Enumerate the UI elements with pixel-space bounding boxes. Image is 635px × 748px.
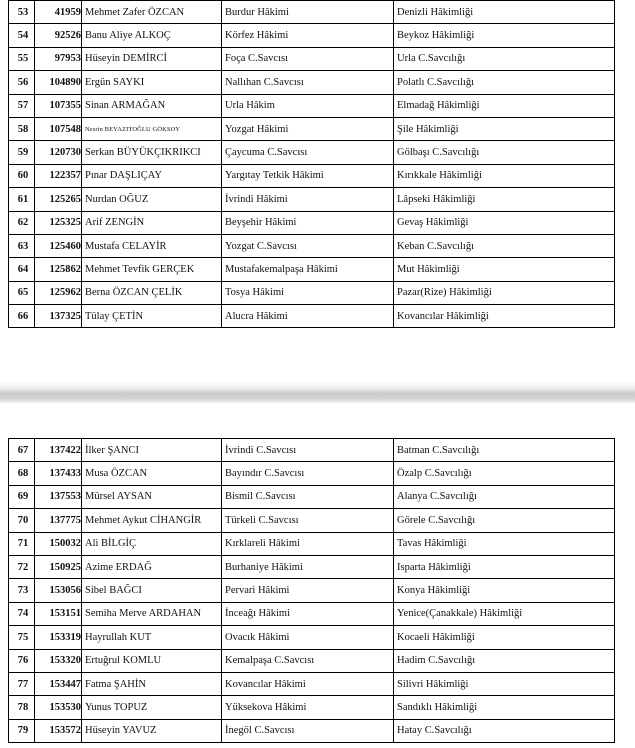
current-post: Beyşehir Hâkimi (222, 211, 394, 234)
table-row (9, 626, 615, 649)
table-row (9, 579, 615, 602)
person-name: Mürsel AYSAN (82, 485, 222, 508)
registry-number: 153447 (35, 672, 82, 695)
new-post: Beykoz Hâkimliği (394, 24, 615, 47)
new-post: Lâpseki Hâkimliği (394, 188, 615, 211)
person-name: Tülay ÇETİN (82, 305, 222, 328)
current-post: İnceağı Hâkimi (222, 602, 394, 625)
table-row (9, 117, 615, 140)
table-row (9, 305, 615, 328)
table-row (9, 532, 615, 555)
table-row (9, 1, 615, 24)
new-post: Özalp C.Savcılığı (394, 462, 615, 485)
current-post: Kırklareli Hâkimi (222, 532, 394, 555)
row-number: 63 (9, 234, 35, 257)
new-post: Hatay C.Savcılığı (394, 719, 615, 742)
row-number: 60 (9, 164, 35, 187)
new-post: Görele C.Savcılığı (394, 509, 615, 532)
current-post: Burhaniye Hâkimi (222, 555, 394, 578)
person-name: Semiha Merve ARDAHAN (82, 602, 222, 625)
row-number: 70 (9, 509, 35, 532)
new-post: Yenice(Çanakkale) Hâkimliği (394, 602, 615, 625)
table-row (9, 94, 615, 117)
person-name: Fatma ŞAHİN (82, 672, 222, 695)
row-number: 73 (9, 579, 35, 602)
person-name: Mehmet Tevfik GERÇEK (82, 258, 222, 281)
table-row (9, 258, 615, 281)
registry-number: 97953 (35, 47, 82, 70)
registry-number: 125962 (35, 281, 82, 304)
table-row (9, 649, 615, 672)
current-post: Çaycuma C.Savcısı (222, 141, 394, 164)
new-post: Sandıklı Hâkimliği (394, 696, 615, 719)
current-post: Pervari Hâkimi (222, 579, 394, 602)
new-post: Şile Hâkimliği (394, 117, 615, 140)
row-number: 75 (9, 626, 35, 649)
current-post: Ovacık Hâkimi (222, 626, 394, 649)
row-number: 68 (9, 462, 35, 485)
current-post: Yozgat C.Savcısı (222, 234, 394, 257)
new-post: Denizli Hâkimliği (394, 1, 615, 24)
person-name: Pınar DAŞLIÇAY (82, 164, 222, 187)
new-post: Keban C.Savcılığı (394, 234, 615, 257)
new-post: Silivri Hâkimliği (394, 672, 615, 695)
table-row (9, 281, 615, 304)
new-post: Konya Hâkimliği (394, 579, 615, 602)
table-row (9, 672, 615, 695)
registry-number: 153319 (35, 626, 82, 649)
table-row (9, 485, 615, 508)
new-post: Polatlı C.Savcılığı (394, 71, 615, 94)
table-row (9, 439, 615, 462)
new-post: Mut Hâkimliği (394, 258, 615, 281)
current-post: İvrindi C.Savcısı (222, 439, 394, 462)
registry-number: 137422 (35, 439, 82, 462)
person-name: Nesrin BEYAZITOĞLU GÖKSOY (82, 117, 222, 140)
table-row (9, 188, 615, 211)
current-post: Tosya Hâkimi (222, 281, 394, 304)
new-post: Urla C.Savcılığı (394, 47, 615, 70)
current-post: Türkeli C.Savcısı (222, 509, 394, 532)
row-number: 56 (9, 71, 35, 94)
current-post: Mustafakemalpaşa Hâkimi (222, 258, 394, 281)
current-post: Yargıtay Tetkik Hâkimi (222, 164, 394, 187)
current-post: Burdur Hâkimi (222, 1, 394, 24)
row-number: 65 (9, 281, 35, 304)
current-post: İvrindi Hâkimi (222, 188, 394, 211)
table-row (9, 47, 615, 70)
table-row (9, 71, 615, 94)
person-name: Sibel BAĞCI (82, 579, 222, 602)
row-number: 64 (9, 258, 35, 281)
table-row (9, 509, 615, 532)
page-break (0, 380, 635, 403)
new-post: Elmadağ Hâkimliği (394, 94, 615, 117)
row-number: 66 (9, 305, 35, 328)
new-post: Kocaeli Hâkimliği (394, 626, 615, 649)
person-name: Ertuğrul KOMLU (82, 649, 222, 672)
registry-number: 150925 (35, 555, 82, 578)
row-number: 67 (9, 439, 35, 462)
table-row (9, 141, 615, 164)
registry-number: 125325 (35, 211, 82, 234)
row-number: 62 (9, 211, 35, 234)
registry-number: 137775 (35, 509, 82, 532)
table-row (9, 602, 615, 625)
current-post: Yozgat Hâkimi (222, 117, 394, 140)
table-row (9, 24, 615, 47)
new-post: Gevaş Hâkimliği (394, 211, 615, 234)
new-post: Tavas Hâkimliği (394, 532, 615, 555)
person-name: Mehmet Aykut CİHANGİR (82, 509, 222, 532)
row-number: 55 (9, 47, 35, 70)
registry-number: 125862 (35, 258, 82, 281)
row-number: 76 (9, 649, 35, 672)
table-row (9, 555, 615, 578)
row-number: 54 (9, 24, 35, 47)
row-number: 58 (9, 117, 35, 140)
registry-number: 120730 (35, 141, 82, 164)
new-post: Hadim C.Savcılığı (394, 649, 615, 672)
new-post: Kovancılar Hâkimliği (394, 305, 615, 328)
person-name: Berna ÖZCAN ÇELİK (82, 281, 222, 304)
person-name: Nurdan OĞUZ (82, 188, 222, 211)
person-name: Musa ÖZCAN (82, 462, 222, 485)
table-row (9, 462, 615, 485)
registry-number: 125460 (35, 234, 82, 257)
registry-number: 107548 (35, 117, 82, 140)
registry-number: 137325 (35, 305, 82, 328)
row-number: 69 (9, 485, 35, 508)
person-name: Hayrullah KUT (82, 626, 222, 649)
current-post: Körfez Hâkimi (222, 24, 394, 47)
registry-number: 137433 (35, 462, 82, 485)
current-post: Alucra Hâkimi (222, 305, 394, 328)
table-row (9, 719, 615, 742)
row-number: 53 (9, 1, 35, 24)
current-post: Bismil C.Savcısı (222, 485, 394, 508)
row-number: 61 (9, 188, 35, 211)
current-post: Urla Hâkim (222, 94, 394, 117)
registry-number: 92526 (35, 24, 82, 47)
current-post: Foça C.Savcısı (222, 47, 394, 70)
registry-number: 153056 (35, 579, 82, 602)
new-post: Kırıkkale Hâkimliği (394, 164, 615, 187)
registry-number: 125265 (35, 188, 82, 211)
person-name: Mehmet Zafer ÖZCAN (82, 1, 222, 24)
registry-number: 104890 (35, 71, 82, 94)
appointment-table-2-body (9, 439, 615, 743)
current-post: Kemalpaşa C.Savcısı (222, 649, 394, 672)
new-post: Batman C.Savcılığı (394, 439, 615, 462)
new-post: Pazar(Rize) Hâkimliği (394, 281, 615, 304)
table-row (9, 164, 615, 187)
appointment-table-1 (8, 0, 615, 328)
registry-number: 153151 (35, 602, 82, 625)
person-name: Arif ZENGİN (82, 211, 222, 234)
new-post: Isparta Hâkimliği (394, 555, 615, 578)
new-post: Alanya C.Savcılığı (394, 485, 615, 508)
registry-number: 153320 (35, 649, 82, 672)
table-row (9, 211, 615, 234)
registry-number: 107355 (35, 94, 82, 117)
person-name: Banu Aliye ALKOÇ (82, 24, 222, 47)
person-name: İlker ŞANCI (82, 439, 222, 462)
row-number: 74 (9, 602, 35, 625)
person-name: Hüseyin YAVUZ (82, 719, 222, 742)
registry-number: 153530 (35, 696, 82, 719)
row-number: 77 (9, 672, 35, 695)
row-number: 71 (9, 532, 35, 555)
row-number: 79 (9, 719, 35, 742)
current-post: Nallıhan C.Savcısı (222, 71, 394, 94)
registry-number: 137553 (35, 485, 82, 508)
table-row (9, 696, 615, 719)
current-post: Yüksekova Hâkimi (222, 696, 394, 719)
table-row (9, 234, 615, 257)
new-post: Gölbaşı C.Savcılığı (394, 141, 615, 164)
person-name: Ali BİLGİÇ (82, 532, 222, 555)
registry-number: 122357 (35, 164, 82, 187)
registry-number: 41959 (35, 1, 82, 24)
appointment-table-1-body (9, 1, 615, 328)
current-post: İnegöl C.Savcısı (222, 719, 394, 742)
row-number: 72 (9, 555, 35, 578)
person-name: Sinan ARMAĞAN (82, 94, 222, 117)
row-number: 57 (9, 94, 35, 117)
person-name: Serkan BÜYÜKÇIKRIKCI (82, 141, 222, 164)
person-name: Mustafa CELAYİR (82, 234, 222, 257)
registry-number: 153572 (35, 719, 82, 742)
person-name: Hüseyin DEMİRCİ (82, 47, 222, 70)
person-name: Ergün SAYKI (82, 71, 222, 94)
person-name: Azime ERDAĞ (82, 555, 222, 578)
registry-number: 150032 (35, 532, 82, 555)
appointment-table-2 (8, 438, 615, 743)
document-page-2 (0, 403, 635, 748)
current-post: Kovancılar Hâkimi (222, 672, 394, 695)
current-post: Bayındır C.Savcısı (222, 462, 394, 485)
row-number: 78 (9, 696, 35, 719)
row-number: 59 (9, 141, 35, 164)
person-name: Yunus TOPUZ (82, 696, 222, 719)
